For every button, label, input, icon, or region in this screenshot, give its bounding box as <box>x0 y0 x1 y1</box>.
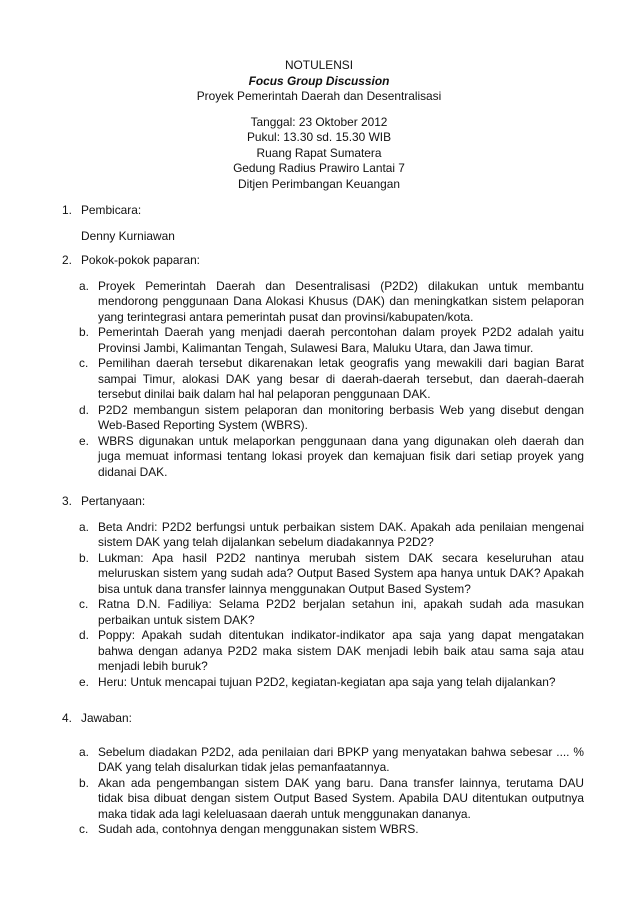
list-item <box>62 325 584 356</box>
meeting-date: Tanggal: 23 Oktober 2012 <box>250 114 388 129</box>
item-marker: a. <box>79 744 89 759</box>
item-marker: b. <box>79 775 89 790</box>
item-marker: a. <box>79 278 89 293</box>
list-item <box>62 434 584 481</box>
pertanyaan-list <box>62 520 584 691</box>
item-text: Lukman: Apa hasil P2D2 nantinya merubah sistem DAK secara keseluruhan atau meluruskan sistem yang sudah ada? Output Based System apa hanya untuk DAK? Apakah bisa untuk dana transfer lainnya menggunakan Output Based System? <box>98 550 584 596</box>
item-marker: a. <box>79 519 89 534</box>
section-number: 1. <box>62 203 72 217</box>
section-title: Pertanyaan: <box>81 494 146 508</box>
list-item <box>62 356 584 403</box>
item-marker: c. <box>79 597 89 611</box>
section-heading <box>62 203 584 219</box>
list-item <box>62 822 584 838</box>
item-text: Beta Andri: P2D2 berfungsi untuk perbaikan sistem DAK. Apakah ada penilaian mengenai sistem DAK yang telah dijalankan sebelum diadakannya P2D2? <box>98 519 584 549</box>
section-pertanyaan <box>62 494 584 690</box>
list-item <box>62 628 584 675</box>
section-paparan <box>62 253 584 480</box>
paparan-list <box>62 279 584 481</box>
meeting-building: Gedung Radius Prawiro Lantai 7 <box>233 161 405 175</box>
list-item <box>62 776 584 823</box>
document-subtitle: Focus Group Discussion <box>248 73 390 88</box>
item-marker: c. <box>79 822 89 836</box>
project-name: Proyek Pemerintah Daerah dan Desentralisasi <box>196 89 442 103</box>
section-heading <box>62 711 584 727</box>
item-marker: e. <box>79 433 89 448</box>
item-text: Pemilihan daerah tersebut dikarenakan letak geografis yang mewakili dari bagian Barat sampai Timur, alokasi DAK yang besar di daerah-daerah tersebut, dan daerah-daerah tersebut dinilai baik dalam hal hal pelaporan penggunaan DAK. <box>98 356 584 401</box>
meeting-time: Pukul: 13.30 sd. 15.30 WIB <box>246 130 392 144</box>
section-title: Jawaban: <box>81 711 132 725</box>
list-item <box>62 403 584 434</box>
list-item <box>62 279 584 326</box>
jawaban-list <box>62 745 584 838</box>
item-text: Sudah ada, contohnya dengan menggunakan sistem WBRS. <box>98 822 419 836</box>
item-text: Poppy: Apakah sudah ditentukan indikator-indikator apa saja yang dapat mengatakan bahwa dengan adanya P2D2 maka sistem DAK menjadi lebih baik atau sama saja atau menjadi lebih buruk? <box>98 628 584 673</box>
document-title: NOTULENSI <box>284 58 354 72</box>
item-marker: e. <box>79 674 89 689</box>
item-text: Heru: Untuk mencapai tujuan P2D2, kegiatan-kegiatan apa saja yang telah dijalankan? <box>98 674 556 689</box>
list-item <box>62 520 584 551</box>
section-title: Pokok-pokok paparan: <box>81 253 200 267</box>
section-number: 4. <box>62 711 72 725</box>
list-item <box>62 675 584 691</box>
item-text: Sebelum diadakan P2D2, ada penilaian dari BPKP yang menyatakan bahwa sebesar .... % DAK yang telah disalurkan tidak jelas pemanfaatannya. <box>98 744 584 774</box>
item-text: WBRS digunakan untuk melaporkan penggunaan dana yang digunakan oleh daerah dan juga memuat informasi tentang lokasi proyek dan kemajuan fisik dari setiap proyek yang didanai DAK. <box>98 433 584 479</box>
list-item <box>62 597 584 628</box>
section-number: 3. <box>62 494 72 508</box>
item-marker: d. <box>79 402 89 417</box>
section-heading <box>62 494 584 510</box>
list-item <box>62 745 584 776</box>
item-text: P2D2 membangun sistem pelaporan dan monitoring berbasis Web yang disebut dengan Web-Based Reporting System (WBRS). <box>98 402 584 432</box>
item-text: Akan ada pengembangan sistem DAK yang baru. Dana transfer lainnya, terutama DAU tidak bisa dibuat dengan sistem Output Based System. Apabila DAU ditentukan outputnya maka tidak ada lagi keleluasaan daerah untuk menggunakan dananya. <box>98 775 584 821</box>
item-marker: c. <box>79 356 89 370</box>
section-number: 2. <box>62 253 72 267</box>
meeting-office: Ditjen Perimbangan Keuangan <box>238 176 400 191</box>
item-text: Proyek Pemerintah Daerah dan Desentralisasi (P2D2) dilakukan untuk membantu mendorong penggunaan Dana Alokasi Khusus (DAK) dan meningkatkan sistem pelaporan yang terintegrasi antara pemerintah pusat dan provinsi/kabupaten/kota. <box>98 278 584 324</box>
document-header <box>0 58 638 192</box>
item-text: Ratna D.N. Fadiliya: Selama P2D2 berjalan setahun ini, apakah sudah ada masukan perbaikan untuk sistem DAK? <box>98 597 584 627</box>
section-title: Pembicara: <box>81 203 142 217</box>
item-marker: d. <box>79 628 89 642</box>
section-jawaban <box>62 711 584 838</box>
meeting-room: Ruang Rapat Sumatera <box>256 145 382 160</box>
list-item <box>62 551 584 598</box>
section-pembicara <box>62 203 584 244</box>
item-marker: b. <box>79 550 89 565</box>
section-heading <box>62 253 584 269</box>
item-text: Pemerintah Daerah yang menjadi daerah percontohan dalam proyek P2D2 adalah yaitu Provinsi Jambi, Kalimantan Tengah, Sulawesi Bara, Maluku Utara, dan Jawa timur. <box>98 325 584 355</box>
speaker-name: Denny Kurniawan <box>81 228 175 243</box>
item-marker: b. <box>79 325 89 339</box>
